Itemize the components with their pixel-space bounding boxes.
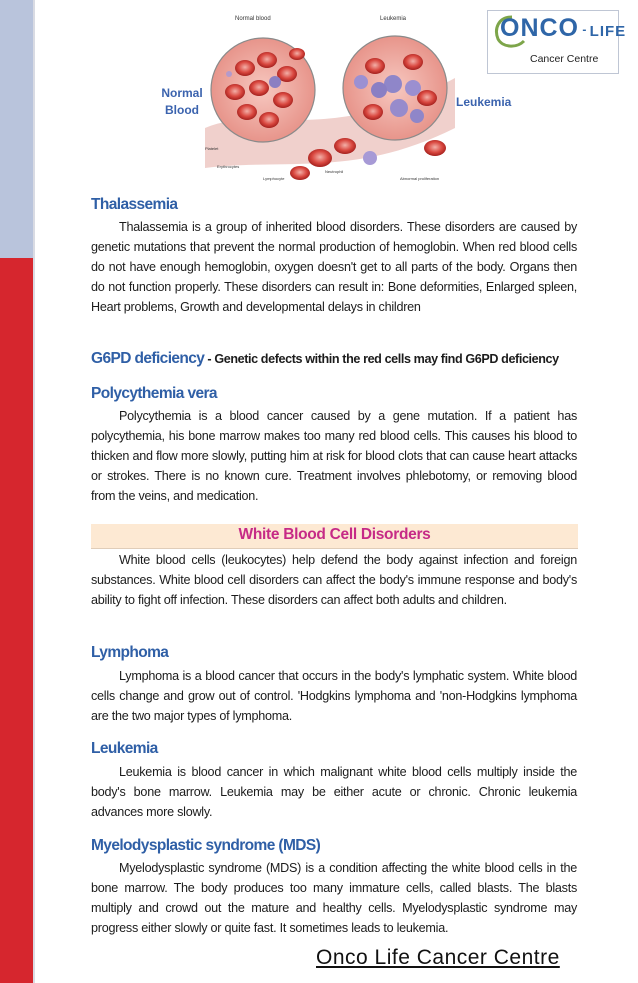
thalassemia-heading: Thalassemia xyxy=(91,196,178,213)
g6pd-heading: G6PD deficiency xyxy=(91,350,205,367)
logo-wordmark: ONCO - LIFE xyxy=(500,14,627,42)
side-bar-bottom xyxy=(0,258,33,983)
leukemia-heading: Leukemia xyxy=(91,740,158,757)
wbc-body: White blood cells (leukocytes) help defend the body against infection and foreign substances. White blood cell disorders can affect the body's immune response and body's ability to fight off infection. These disorders can affect both adults and children. xyxy=(91,553,577,607)
lymphoma-body: Lymphoma is a blood cancer that occurs in the body's lymphatic system. White blood cells change and grow out of control. 'Hodgkins lymphoma and 'non-Hodgkins lymphoma are the two major types of lymphoma. xyxy=(91,669,577,723)
side-divider xyxy=(33,0,35,983)
leukemia-body: Leukemia is blood cancer in which malignant white blood cells multiply inside the body's bone marrow. Leukemia may be either acute or chronic. Chronic leukemia advances more slowly. xyxy=(91,765,577,819)
polycythemia-heading: Polycythemia vera xyxy=(91,385,217,402)
logo-word-onco: ONCO xyxy=(500,14,579,42)
blood-cells-illustration xyxy=(205,8,455,190)
lymphocyte-tag: Lymphocyte xyxy=(263,176,285,181)
leukemia-label: Leukemia xyxy=(456,95,512,109)
abnormal-tag: Abnormal proliferation xyxy=(400,176,440,181)
polycythemia-body: Polycythemia is a blood cancer caused by a gene mutation. If a patient has polycythemia, his bone marrow makes too many red blood cells. This causes his blood to thicken and flow more slowly, putting him at risk for blood clots that can cause heart attacks or strokes. There is no known cure. Treatment involves phlebotomy, or removing blood from the veins, and medication. xyxy=(91,409,577,503)
onco-life-logo xyxy=(487,10,627,74)
erythrocytes-tag: Erythrocytes xyxy=(217,164,240,169)
g6pd-line xyxy=(91,350,559,368)
platelet-tag: Platelet xyxy=(205,146,219,151)
thalassemia-body: Thalassemia is a group of inherited blood disorders. These disorders are caused by genetic mutations that prevent the normal production of hemoglobin. When red blood cells do not have enough hemoglobin, oxygen doesn't get to all parts of the body. Organs then do not function properly. These disorders can result in: Bone deformities, Enlarged spleen, Heart problems, Growth and developmental delays in children xyxy=(91,220,577,314)
wbc-section-band xyxy=(91,524,578,549)
footer-brand: Onco Life Cancer Centre xyxy=(316,946,560,969)
lymphoma-heading: Lymphoma xyxy=(91,644,169,661)
mds-body: Myelodysplastic syndrome (MDS) is a condition affecting the white blood cells in the bone marrow. The body produces too many immature cells, called blasts. The blasts multiply and crowd out the mature and healthy cells. Myelodysplastic syndrome may progress either slowly or quite fast. It sometimes leads to leukemia. xyxy=(91,861,577,935)
side-bar-top xyxy=(0,0,33,258)
mds-heading: Myelodysplastic syndrome (MDS) xyxy=(91,837,321,854)
neutrophil-tag: Neutrophil xyxy=(325,169,344,174)
logo-subtitle: Cancer Centre xyxy=(530,53,599,65)
leukemia-tag: Leukemia xyxy=(380,16,407,22)
normal-blood-label: Normal Blood xyxy=(161,86,203,117)
wbc-heading: White Blood Cell Disorders xyxy=(238,526,431,543)
g6pd-body: - Genetic defects within the red cells may find G6PD deficiency xyxy=(204,352,559,366)
normal-blood-tag: Normal blood xyxy=(235,16,271,22)
logo-word-life: LIFE xyxy=(589,23,627,40)
